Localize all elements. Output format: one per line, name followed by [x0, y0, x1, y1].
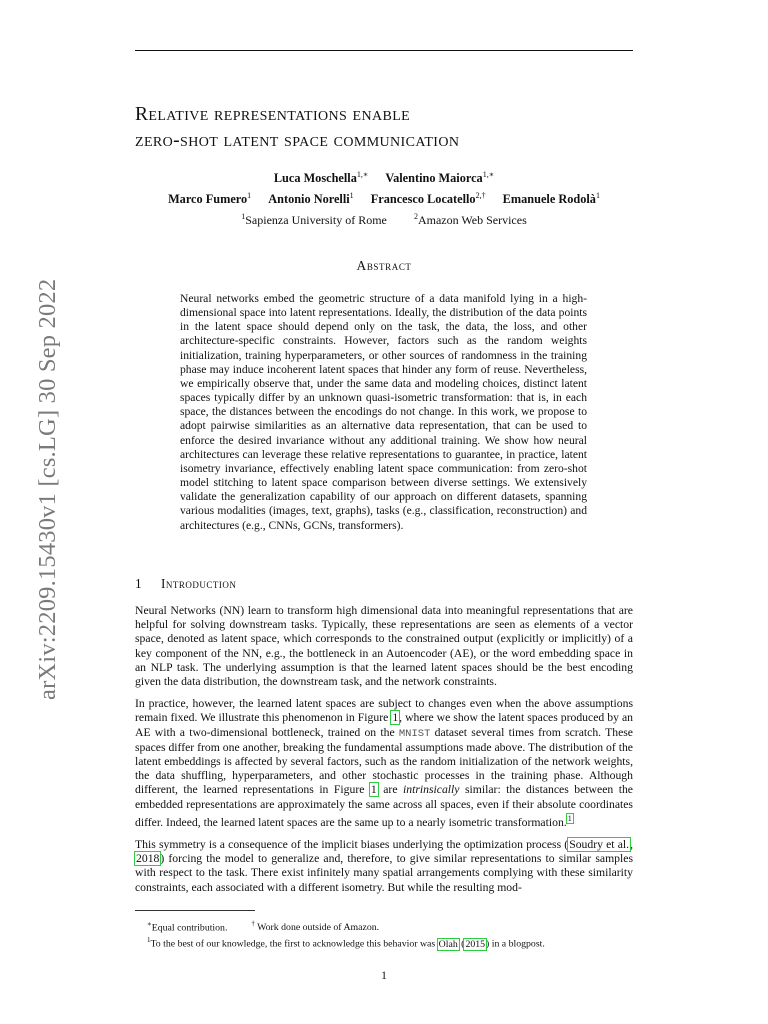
- body-text: [135, 604, 633, 903]
- citation-year-link[interactable]: 2015: [465, 938, 486, 950]
- title-line-2: zero-shot latent space communication: [135, 130, 460, 151]
- section-number: 1: [135, 576, 143, 591]
- citation-year-link[interactable]: 2018: [136, 852, 160, 866]
- author: Luca Moschella$^{1,∗}$: [273, 170, 369, 186]
- abstract-heading: Abstract: [356, 258, 412, 273]
- dataset-name: MNIST: [398, 727, 431, 740]
- paper-title: [135, 102, 635, 154]
- paragraph-1: Neural Networks (NN) learn to transform high dimensional data into meaningful representations that are helpful for solving downstream tasks. Typically, these representations are seen as elements of a vector space, denoted as latent space, which corresponds to the constrained output (explicitly or implicitly) of a key component of the NN, e.g., the bottleneck in an Autoencoder (AE), or the word embedding space in an NLP task. The underlying assumption is that the learned latent spaces should be the best encoding given the data distribution, the downstream task, and the network constraints.: [135, 604, 633, 689]
- affiliation: $^2$Amazon Web Services: [413, 212, 527, 227]
- author-row-2: [135, 186, 633, 207]
- author: Valentino Maiorca$^{1,∗}$: [385, 170, 495, 186]
- top-rule: [135, 50, 633, 51]
- section-heading: [135, 576, 236, 592]
- footnote-equal-contribution: ∗Equal contribution. † Work done outside of Amazon.: [147, 920, 380, 934]
- affiliation-row: [135, 207, 633, 228]
- author: Antonio Norelli$^1$: [268, 191, 354, 207]
- footnote-rule: [135, 910, 255, 911]
- paragraph-3: This symmetry is a consequence of the implicit biases underlying the optimization process (Soudry et al., 2018) forcing the model to generalize and, therefore, to give similar representations to similar samples with respect to the task. There exist infinitely many spatial arrangements complying with these similarity constraints, each associated with a different isometry. But while the resulting mod-: [135, 837, 633, 894]
- figure-1-link[interactable]: 1: [370, 783, 377, 797]
- footnote-1-link[interactable]: 1: [567, 813, 572, 823]
- citation-olah-link[interactable]: Olah: [438, 938, 458, 950]
- abstract-text: Neural networks embed the geometric structure of a data manifold lying in a high-dimensional space into latent representations. Ideally, the distribution of the data points in the latent space should depend only on the task, the data, the loss, and other architecture-specific constraints. However, factors such as the random weights initialization, training hyperparameters, or other sources of randomness in the training phase may induce incoherent latent spaces that hinder any form of reuse. Nevertheless, we empirically observe that, under the same data and modeling choices, distinct latent spaces typically differ by an unknown quasi-isometric transformation: that is, in each space, the distances between the encodings do not change. In this work, we propose to adopt pairwise similarities as an alternative data representation, that can be used to enforce the desired invariance without any additional training. We show how neural architectures can leverage these relative representations to guarantee, in practice, latent isometry invariance, effectively enabling latent space communication: from zero-shot model stitching to latent space comparison between diverse settings. We extensively validate the generalization capability of our approach on different datasets, spanning various modalities (images, text, graphs), tasks (e.g., classification, reconstruction) and architectures (e.g., CNNs, GCNs, transformers).: [180, 292, 587, 532]
- author: Emanuele Rodolà$^1$: [502, 191, 600, 207]
- affiliation: $^1$Sapienza University of Rome: [241, 212, 387, 227]
- section-name: Introduction: [161, 576, 237, 591]
- figure-1-link[interactable]: 1: [392, 711, 399, 725]
- author-row-1: [135, 165, 633, 186]
- arxiv-identifier: arXiv:2209.15430v1 [cs.LG] 30 Sep 2022: [34, 278, 61, 700]
- paragraph-2: In practice, however, the learned latent spaces are subject to changes even when the above assumptions remain fixed. We illustrate this phenomenon in Figure 1, where we show the latent spaces produced by an AE with a two-dimensional bottleneck, trained on the MNIST dataset several times from scratch. These spaces differ from one another, breaking the fundamental assumptions made above. The distribution of the latent embeddings is affected by several factors, such as the random initialization of the network weights, the data shuffling, hyperparameters, and other stochastic processes in the training phase. Although different, the learned representations in Figure 1 are intrinsically similar: the distances between the embedded representations are approximately the same across all spaces, even if their absolute coordinates differ. Indeed, the learned latent spaces are the same up to a nearly isometric transformation.$^1$: [135, 697, 633, 829]
- title-line-1: Relative representations enable: [135, 104, 411, 125]
- footnote-1: $^1$To the best of our knowledge, the first to acknowledge this behavior was Olah (2015) in a blogpost.: [147, 936, 545, 950]
- author: Francesco Locatello$^{2,\dagger}$: [370, 191, 486, 207]
- footnotes: [147, 918, 633, 951]
- page-number: 1: [381, 970, 387, 982]
- author: Marco Fumero$^1$: [168, 191, 252, 207]
- citation-soudry-link[interactable]: Soudry et al.: [569, 837, 630, 851]
- author-block: [135, 165, 633, 228]
